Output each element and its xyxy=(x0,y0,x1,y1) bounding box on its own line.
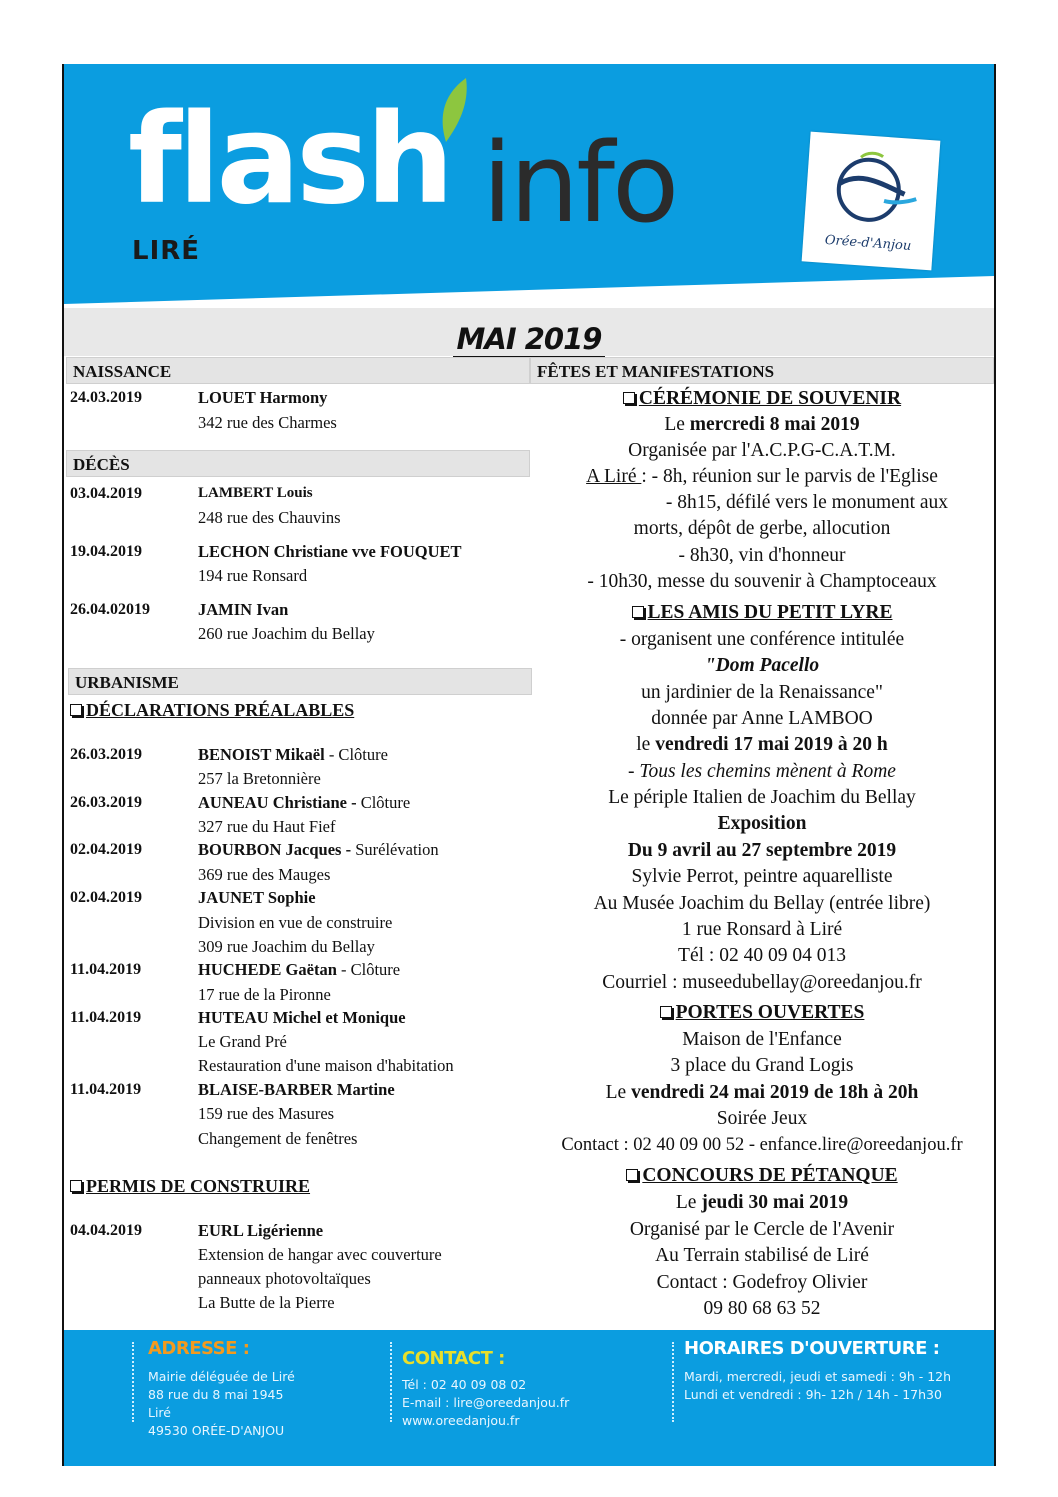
portes-heading: PORTES OUVERTES xyxy=(530,1002,994,1024)
footer-divider xyxy=(132,1342,134,1422)
footer-adresse: Mairie déléguée de Liré 88 rue du 8 mai 1945 Liré 49530 ORÉE-D'ANJOU xyxy=(148,1369,295,1438)
ceremonie-line: morts, dépôt de gerbe, allocution xyxy=(633,518,891,539)
section-urbanisme: URBANISME xyxy=(68,668,532,695)
declaration-line: Division en vue de construire xyxy=(198,913,393,932)
portes-contact: Contact : 02 40 09 00 52 - enfance.lire@oreedanjou.fr xyxy=(561,1135,963,1155)
footer-banner xyxy=(64,1330,994,1466)
amis-date: le vendredi 17 mai 2019 à 20 h xyxy=(636,734,888,755)
declaration-name: AUNEAU Christiane - Clôture xyxy=(198,793,411,812)
ceremonie-organiser: Organisée par l'A.C.P.G-C.A.T.M. xyxy=(628,440,896,461)
amis-line: "Dom Pacello xyxy=(704,655,820,676)
petanque-date: Le jeudi 30 mai 2019 xyxy=(675,1192,849,1213)
declaration-line: Changement de fenêtres xyxy=(198,1129,358,1148)
declaration-line: 17 rue de la Pironne xyxy=(198,985,331,1004)
naissance-name: LOUET Harmony xyxy=(198,388,328,407)
declaration-line: 327 rue du Haut Fief xyxy=(198,817,336,836)
section-fetes: FÊTES ET MANIFESTATIONS xyxy=(530,357,994,384)
petanque-line: Organisé par le Cercle de l'Avenir xyxy=(629,1219,895,1240)
ceremonie-line: A Liré : - 8h, réunion sur le parvis de l'Eglise xyxy=(586,466,938,487)
deces-address: 260 rue Joachim du Bellay xyxy=(198,624,375,643)
deces-name: JAMIN Ivan xyxy=(198,600,289,619)
declaration-date: 11.04.2019 xyxy=(70,1081,142,1098)
footer-contact: Tél : 02 40 09 08 02 E-mail : lire@oreedanjou.fr www.oreedanjou.fr xyxy=(402,1377,570,1428)
petanque-line: Contact : Godefroy Olivier xyxy=(656,1272,868,1293)
declaration-line: 309 rue Joachim du Bellay xyxy=(198,937,375,956)
deces-name: LECHON Christiane vve FOUQUET xyxy=(198,542,462,561)
info-title: info xyxy=(482,119,677,247)
flash-title: flash xyxy=(128,88,451,232)
declaration-date: 26.03.2019 xyxy=(70,794,142,811)
logo-text: Orée-d'Anjou xyxy=(824,232,912,254)
amis-line: Du 9 avril au 27 septembre 2019 xyxy=(627,840,897,861)
declaration-date: 11.04.2019 xyxy=(70,961,142,978)
declaration-date: 26.03.2019 xyxy=(70,746,142,763)
month-title: MAI 2019 xyxy=(64,322,994,356)
declaration-name: HUCHEDE Gaëtan - Clôture xyxy=(198,960,401,979)
declaration-name: HUTEAU Michel et Monique xyxy=(198,1008,406,1027)
deces-date: 03.04.2019 xyxy=(70,485,142,502)
declaration-date: 11.04.2019 xyxy=(70,1009,142,1026)
checkbox-icon xyxy=(626,1169,638,1181)
permis-heading: PERMIS DE CONSTRUIRE xyxy=(70,1176,310,1197)
section-deces: DÉCÈS xyxy=(66,450,530,477)
naissance-date: 24.03.2019 xyxy=(70,389,142,406)
amis-line: Exposition xyxy=(717,813,807,834)
deces-date: 19.04.2019 xyxy=(70,543,142,560)
amis-line: - organisent une conférence intitulée xyxy=(619,629,905,650)
declaration-name: JAUNET Sophie xyxy=(198,888,316,907)
declarations-heading: DÉCLARATIONS PRÉALABLES xyxy=(70,700,354,721)
checkbox-icon xyxy=(632,606,644,618)
declaration-date: 02.04.2019 xyxy=(70,889,142,906)
portes-line: Soirée Jeux xyxy=(716,1108,808,1129)
footer-contact-title: CONTACT : xyxy=(402,1348,505,1369)
ceremonie-date: Le mercredi 8 mai 2019 xyxy=(664,414,860,435)
amis-line: Le périple Italien de Joachim du Bellay xyxy=(608,787,916,808)
ceremonie-heading: CÉRÉMONIE DE SOUVENIR xyxy=(530,388,994,410)
ceremonie-line: - 8h30, vin d'honneur xyxy=(678,545,846,566)
ceremonie-line: - 8h15, défilé vers le monument aux xyxy=(665,492,949,513)
naissance-address: 342 rue des Charmes xyxy=(198,413,337,432)
amis-line: Tél : 02 40 09 04 013 xyxy=(678,945,846,966)
permis-name: EURL Ligérienne xyxy=(198,1221,324,1240)
amis-line: un jardinier de la Renaissance" xyxy=(641,682,883,703)
petanque-phone: 09 80 68 63 52 xyxy=(703,1298,821,1319)
checkbox-icon xyxy=(70,1180,82,1192)
deces-address: 248 rue des Chauvins xyxy=(198,508,341,527)
permis-line: Extension de hangar avec couverture xyxy=(198,1245,442,1264)
amis-line: Au Musée Joachim du Bellay (entrée libre) xyxy=(593,893,931,914)
permis-line: panneaux photovoltaïques xyxy=(198,1269,371,1288)
declaration-line: Restauration d'une maison d'habitation xyxy=(198,1056,454,1075)
portes-line: Maison de l'Enfance xyxy=(682,1029,842,1050)
ceremonie-line: - 10h30, messe du souvenir à Champtoceaux xyxy=(587,571,937,592)
checkbox-icon xyxy=(660,1006,672,1018)
declaration-line: 369 rue des Mauges xyxy=(198,865,331,884)
permis-line: La Butte de la Pierre xyxy=(198,1293,335,1312)
town-name: LIRÉ xyxy=(132,236,201,266)
deces-address: 194 rue Ronsard xyxy=(198,566,308,585)
declaration-line: 159 rue des Masures xyxy=(198,1104,335,1123)
deces-date: 26.04.02019 xyxy=(70,601,150,618)
header-banner xyxy=(64,64,994,324)
footer-horaires-title: HORAIRES D'OUVERTURE : xyxy=(684,1338,940,1359)
footer-divider xyxy=(390,1342,392,1422)
footer-horaires: Mardi, mercredi, jeudi et samedi : 9h - 12h Lundi et vendredi : 9h- 12h / 14h - 17h30 xyxy=(684,1369,952,1402)
logo-emblem-icon xyxy=(816,138,928,237)
petanque-line: Au Terrain stabilisé de Liré xyxy=(655,1245,869,1266)
footer-divider xyxy=(672,1342,674,1422)
declaration-line: 257 la Bretonnière xyxy=(198,769,321,788)
declaration-date: 02.04.2019 xyxy=(70,841,142,858)
declaration-name: BENOIST Mikaël - Clôture xyxy=(198,745,388,764)
section-naissance: NAISSANCE xyxy=(66,357,530,384)
portes-line: 3 place du Grand Logis xyxy=(670,1055,854,1076)
amis-line: 1 rue Ronsard à Liré xyxy=(681,919,843,940)
portes-date: Le vendredi 24 mai 2019 de 18h à 20h xyxy=(605,1082,919,1103)
amis-heading: LES AMIS DU PETIT LYRE xyxy=(530,602,994,624)
declaration-name: BOURBON Jacques - Surélévation xyxy=(198,840,439,859)
footer-adresse-title: ADRESSE : xyxy=(148,1338,250,1359)
declaration-name: BLAISE-BARBER Martine xyxy=(198,1080,395,1099)
checkbox-icon xyxy=(623,392,635,404)
petanque-heading: CONCOURS DE PÉTANQUE xyxy=(530,1165,994,1187)
amis-line: donnée par Anne LAMBOO xyxy=(651,708,873,729)
amis-line: - Tous les chemins mènent à Rome xyxy=(628,761,896,782)
amis-line: Sylvie Perrot, peintre aquarelliste xyxy=(631,866,893,887)
amis-email: Courriel : museedubellay@oreedanjou.fr xyxy=(602,972,922,993)
newsletter-page xyxy=(62,64,996,1466)
declaration-line: Le Grand Pré xyxy=(198,1032,287,1051)
checkbox-icon xyxy=(70,704,82,716)
permis-date: 04.04.2019 xyxy=(70,1222,142,1239)
deces-name: LAMBERT Louis xyxy=(198,485,313,501)
oree-danjou-logo xyxy=(802,132,941,271)
